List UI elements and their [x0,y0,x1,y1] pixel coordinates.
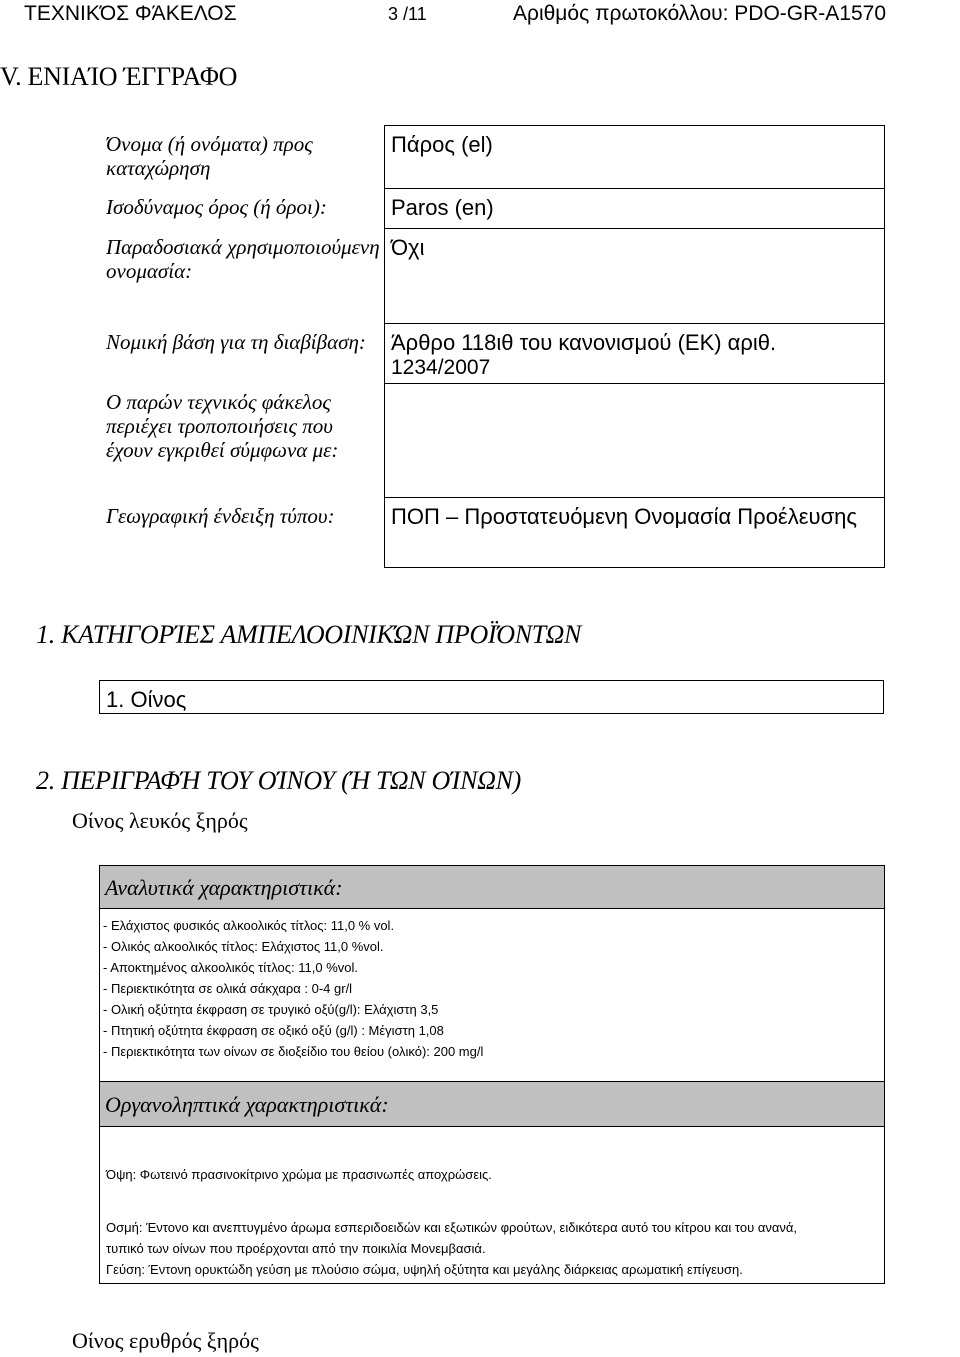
info-label: Γεωγραφική ένδειξη τύπου: [106,503,335,528]
analytical-line: - Ολικός αλκοολικός τίτλος: Ελάχιστος 11,0 %vol. [103,939,384,954]
info-label: Παραδοσιακά χρησιμοποιούμενη ονομασία: [106,234,380,283]
page-number: 3 /11 [388,4,427,24]
info-row [99,229,885,324]
info-value: Πάρος (el) [385,126,885,189]
protocol-number: Αριθμός πρωτοκόλλου: PDO-GR-A1570 [513,2,886,25]
aroma-text-line2: τυπικό των οίνων που προέρχονται από την ποικιλία Μονεμβασιά. [106,1241,486,1256]
info-row [99,384,885,498]
analytical-heading: Αναλυτικά χαρακτηριστικά: [100,866,884,909]
info-row [99,324,885,384]
section-v-title: V. ΕΝΙΑΊΟ ΈΓΓΡΑΦΟ [0,62,238,91]
analytical-line: - Περιεκτικότητα σε ολικά σάκχαρα : 0-4 gr/l [103,981,353,996]
section-1-title: 1. ΚΑΤΗΓΟΡΊΕΣ ΑΜΠΕΛΟΟΙΝΙΚΏΝ ΠΡΟΪΌΝΤΩΝ [36,620,582,649]
doc-type-label: ΤΕΧΝΙΚΌΣ ΦΆΚΕΛΟΣ [24,2,237,25]
info-value: Paros (en) [385,189,885,229]
info-value: ΠΟΠ – Προστατευόμενη Ονομασία Προέλευσης [385,498,885,568]
legal-basis-line1: Άρθρο 118ιθ του κανονισμού (ΕΚ) αριθ. [391,330,777,355]
organoleptic-panel [99,1081,885,1284]
analytical-line: - Αποκτημένος αλκοολικός τίτλος: 11,0 %vol. [103,960,358,975]
wine-red-heading: Οίνος ερυθρός ξηρός [72,1328,259,1353]
appearance-text: Όψη: Φωτεινό πρασινοκίτρινο χρώμα με πρασινωπές αποχρώσεις. [106,1167,492,1182]
info-value [385,324,885,384]
info-label: Νομική βάση για τη διαβίβαση: [106,329,366,354]
wine-white-heading: Οίνος λευκός ξηρός [72,808,248,833]
analytical-line: - Ολική οξύτητα έκφραση σε τρυγικό οξύ(g/l): Ελάχιστη 3,5 [103,1002,439,1017]
section-2-title: 2. ΠΕΡΙΓΡΑΦΉ ΤΟΥ ΟΊΝΟΥ (Ή ΤΩΝ ΟΊΝΩΝ) [36,766,522,795]
info-label: Όνομα (ή ονόματα) προς καταχώρηση [106,131,313,180]
product-category-box: 1. Οίνος [99,680,884,714]
aroma-text-line1: Οσμή: Έντονο και ανεπτυγμένο άρωμα εσπεριδοειδών και εξωτικών φρούτων, ειδικότερα αυτό του κίτρου και του ανανά, [106,1220,797,1235]
organoleptic-heading: Οργανοληπτικά χαρακτηριστικά: [100,1082,884,1127]
legal-basis-line2: 1234/2007 [391,356,491,379]
info-label: Ο παρών τεχνικός φάκελος περιέχει τροποποιήσεις που έχουν εγκριθεί σύμφωνα με: [106,389,339,462]
analytical-panel [99,865,885,1082]
info-value: Όχι [385,229,885,324]
info-value [385,384,885,498]
info-row [99,189,885,229]
analytical-line: - Περιεκτικότητα των οίνων σε διοξείδιο του θείου (ολικό): 200 mg/l [103,1044,484,1059]
info-row [99,126,885,189]
analytical-line: - Ελάχιστος φυσικός αλκοολικός τίτλος: 11,0 % vol. [103,918,395,933]
registration-info-table [99,125,885,568]
analytical-list [100,909,884,1062]
info-label: Ισοδύναμος όρος (ή όροι): [106,194,327,219]
analytical-line: - Πτητική οξύτητα έκφραση σε οξικό οξύ (g/l) : Μέγιστη 1,08 [103,1023,444,1038]
taste-text: Γεύση: Έντονη ορυκτώδη γεύση με πλούσιο σώμα, υψηλή οξύτητα και μεγάλης διάρκειας αρωματική επίγευση. [106,1262,743,1277]
info-row [99,498,885,568]
